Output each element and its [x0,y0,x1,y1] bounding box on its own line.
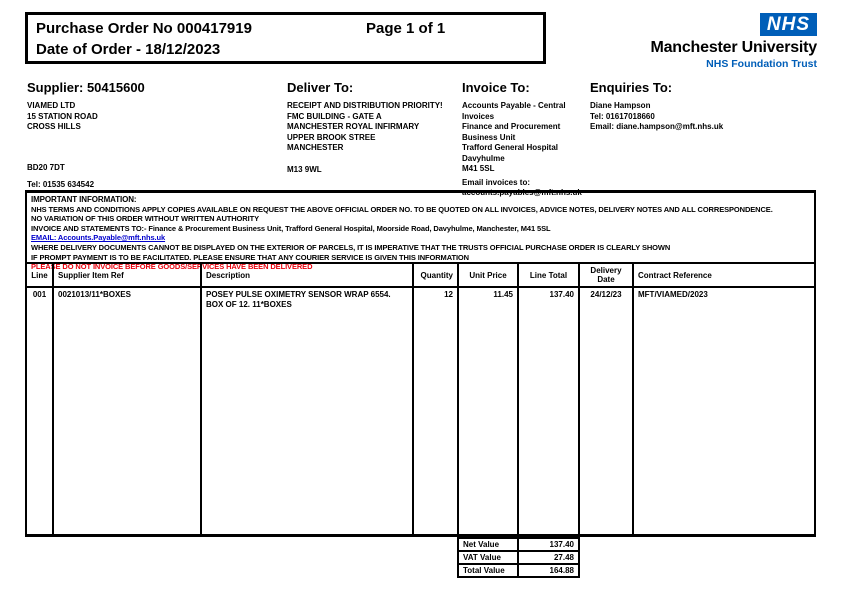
do-not-invoice-warning: PLEASE DO NOT INVOICE BEFORE GOODS/SERVICES HAVE BEEN DELIVERED [31,262,313,272]
supplier-section [27,80,277,191]
important-title: IMPORTANT INFORMATION: [31,195,137,204]
invoice-address-line: Invoices [462,111,495,121]
accounts-payable-email-link[interactable]: EMAIL: Accounts.Payable@mft.nhs.uk [31,233,166,243]
cell-supplier-item-ref: 0021013/11*BOXES [53,287,201,536]
totals-table [457,537,580,578]
enquiries-contact-name: Diane Hampson [590,101,651,110]
invoice-email: accounts.payables@mft.nhs.uk [462,188,582,197]
cell-quantity: 12 [413,287,458,536]
nhs-logo [645,13,817,70]
invoice-to-title: Invoice To: [462,80,530,95]
deliver-to-section [287,80,459,175]
cell-delivery-date: 24/12/23 [579,287,633,536]
important-line: INVOICE AND STATEMENTS TO:- Finance & Procurement Business Unit, Trafford General Hospital, Moorside Road, Davyhulme, Manchester, M41 5SL [31,223,551,233]
deliver-postcode: M13 9WL [287,164,322,174]
invoice-address-line: Davyhulme [462,153,505,163]
vat-value: 27.48 [518,551,579,564]
po-number: Purchase Order No 000417919 [36,20,252,37]
invoice-address-line: Accounts Payable - Central [462,101,566,110]
net-value: 137.40 [518,538,579,551]
total-value-row [458,564,579,577]
deliver-address-line: MANCHESTER ROYAL INFIRMARY [287,122,420,131]
vat-value-label: VAT Value [458,551,518,564]
col-header-contract-reference: Contract Reference [633,263,815,287]
po-header-box [25,12,546,64]
supplier-address-line: VIAMED LTD [27,101,76,110]
line-items-table [25,262,816,537]
cell-line-total: 137.40 [518,287,579,536]
enquiries-tel: Tel: 01617018660 [590,111,655,121]
order-date: Date of Order - 18/12/2023 [36,41,221,58]
col-header-supplier-item-ref: Supplier Item Ref [53,263,201,287]
cell-contract-reference: MFT/VIAMED/2023 [633,287,815,536]
trust-name: Manchester University [650,39,817,56]
supplier-postcode: BD20 7DT [27,162,65,172]
table-row [26,287,815,536]
invoice-address-line: Trafford General Hospital [462,143,559,152]
col-header-line-total: Line Total [518,263,579,287]
cell-line-number: 001 [26,287,53,536]
cell-unit-price: 11.45 [458,287,518,536]
total-value-label: Total Value [458,564,518,577]
important-line: NO VARIATION OF THIS ORDER WITHOUT WRITTEN AUTHORITY [31,214,259,224]
total-value: 164.88 [518,564,579,577]
invoice-address-line: Finance and Procurement [462,122,561,131]
deliver-address-line: MANCHESTER [287,143,344,152]
important-line: WHERE DELIVERY DOCUMENTS CANNOT BE DISPLAYED ON THE EXTERIOR OF PARCELS, IT IS IMPERATIVE THAT THE TRUSTS OFFICIAL PURCHASE ORDER IS CLEARLY SHOWN [31,242,671,252]
invoice-address-line: Business Unit [462,132,516,142]
deliver-address-line: FMC BUILDING - GATE A [287,111,382,121]
cell-description: POSEY PULSE OXIMETRY SENSOR WRAP 6554. BOX OF 12. 11*BOXES [201,287,413,536]
supplier-tel: Tel: 01535 634542 [27,180,95,189]
important-line: NHS TERMS AND CONDITIONS APPLY COPIES AVAILABLE ON REQUEST THE ABOVE OFFICIAL ORDER NO. TO BE QUOTED ON ALL INVOICES, ADVICE NOTES, DELIVERY NOTES AND ALL CORRESPONDENCE. [31,204,773,214]
deliver-address-line: RECEIPT AND DISTRIBUTION PRIORITY! [287,101,443,110]
enquiries-email: Email: diane.hampson@mft.nhs.uk [590,122,724,131]
table-header-row [26,263,815,287]
invoice-to-section [462,80,588,199]
invoice-address-line: M41 5SL [462,164,495,173]
invoice-email-label: Email invoices to: [462,177,531,187]
enquiries-to-section [590,80,816,133]
supplier-title: Supplier: 50415600 [27,80,145,95]
col-header-unit-price: Unit Price [458,263,518,287]
net-value-row [458,538,579,551]
col-header-quantity: Quantity [413,263,458,287]
net-value-label: Net Value [458,538,518,551]
important-line: IF PROMPT PAYMENT IS TO BE FACILITATED. PLEASE ENSURE THAT ANY COURIER SERVICE IS GIVEN THIS INFORMATION [31,252,469,262]
vat-value-row [458,551,579,564]
col-header-description: Description [201,263,413,287]
trust-subtitle: NHS Foundation Trust [706,58,817,70]
col-header-delivery-date: Delivery Date [579,263,633,287]
supplier-address-line: 15 STATION ROAD [27,111,98,121]
deliver-address-line: UPPER BROOK STREE [287,132,376,142]
enquiries-to-title: Enquiries To: [590,80,673,95]
supplier-address-line: CROSS HILLS [27,122,81,131]
nhs-logo-icon: NHS [760,13,817,36]
deliver-to-title: Deliver To: [287,80,354,95]
col-header-line: Line [26,263,53,287]
page-indicator: Page 1 of 1 [366,20,446,37]
